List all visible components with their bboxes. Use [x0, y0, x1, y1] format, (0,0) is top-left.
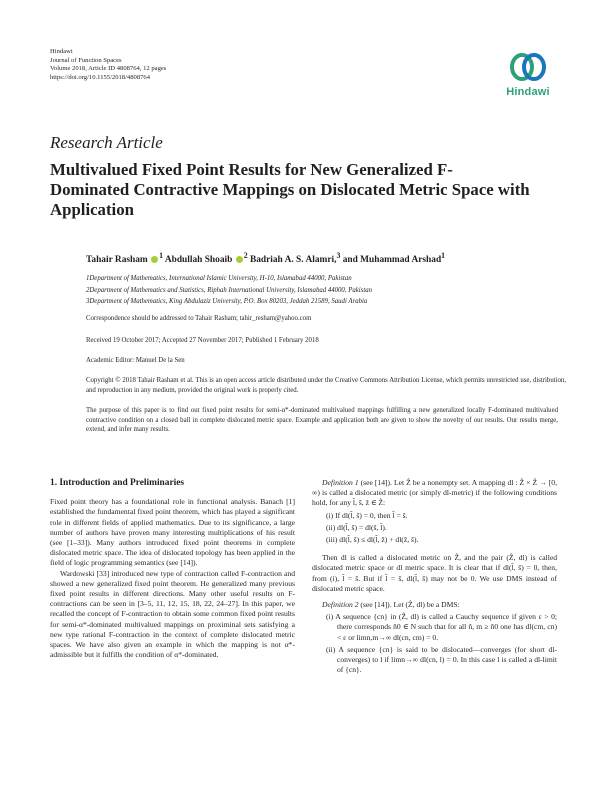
definition-1-item: (ii) dl(l̃, s̃) = dl(s̃, l̃).: [326, 522, 387, 532]
author-list: [86, 251, 445, 265]
academic-editor: Academic Editor: Manuel De la Sen: [86, 357, 185, 364]
definition-2-ref: (see [14]).: [360, 600, 392, 610]
definition-1-label: Definition 1: [322, 478, 359, 487]
author-3-sup: 3: [336, 251, 341, 260]
definition-2-label: Definition 2: [322, 600, 359, 610]
definition-1-ref: (see [14]).: [360, 478, 392, 487]
paper-title: Multivalued Fixed Point Results for New Generalized F-Dominated Contractive Mappings on Dislocated Metric Space with Application: [50, 160, 530, 219]
logo-text: Hindawi: [506, 86, 550, 98]
intro-paragraph-2: Wardowski [33] introduced new type of contraction called F-contraction and showed a new generalized fixed point theorem. He generalized many previous fixed point results in different directions. Many other useful results on F-contractions can be seen in [3–5, 11, 12, 15, 18, 22, 24–27]. In this paper, we recalled the concept of F-contraction to obtain some common fixed point results for semi-α*-dominated multivalued mappings on proximinal sets satisfying a new type rational F-contraction in the context of complete dislocated metric spaces. We have also given an example in which the mapping is not α*-admissible but it fulfills the condition of α*-dominated.: [50, 568, 295, 660]
right-column: [312, 478, 557, 677]
article-type: Research Article: [50, 133, 163, 152]
orcid-icon[interactable]: [236, 256, 243, 263]
definition-1: [312, 478, 557, 509]
definition-2: [312, 600, 557, 610]
definition-2-text: Let (Ẑ, dl) be a DMS:: [393, 600, 460, 610]
affiliation-1: 1Department of Mathematics, International Islamic University, H-10, Islamabad 44000, Pakistan: [86, 275, 352, 282]
definition-1-item: (i) If dl(l̃, s̃) = 0, then l̃ = s̃.: [326, 510, 408, 520]
author-3[interactable]: Badriah A. S. Alamri,: [249, 255, 337, 266]
definition-2-item: (ii) A sequence {cn} is said to be dislocated—converges (for short dl-converges) to l if limn→∞ dl(cn, l) = 0. In this case l is called a dl-limit of {cn}.: [326, 644, 557, 675]
definition-1-item: (iii) dl(l̃, s̃) ≤ dl(l̃, z̃) + dl(z̃, s̃).: [326, 535, 419, 545]
definition-1-followup: Then dl is called a dislocated metric on Ẑ, and the pair (Ẑ, dl) is called dislocated metric space or dl metric space. It is clear that if dl(l̃, s̃) = 0, then, from (i), l̃ = s̃. But if l̃ = s̃, dl(l̃, s̃) may not be 0. We use DMS instead of dislocated metric space.: [312, 553, 557, 593]
publication-dates: Received 19 October 2017; Accepted 27 November 2017; Published 1 February 2018: [86, 337, 319, 344]
publisher-name: Hindawi: [50, 48, 73, 55]
intro-paragraph-1: Fixed point theory has a foundational role in functional analysis. Banach [1] established the fundamental fixed point theorem, which has played a significant role in different fields of applied mathematics. Due to its significance, a large number of authors have proven many interesting multiplications of his result (see [1–33]). Many authors introduced fixed point theorems in complete dislocated metric space. The idea of dislocated topology has been applied in the field of logic programming semantics (see [14]).: [50, 497, 295, 568]
abstract: The purpose of this paper is to find out fixed point results for semi-α*-dominated multivalued mappings fulfilling a new generalized locally F-dominated multivalued contractive condition on a closed ball in complete dislocated metric space. Example and application both are given to show the novelty of our results. Our results merge, extend, and infer many results.: [86, 407, 558, 434]
correspondence: Correspondence should be addressed to Tahair Rasham; tahir_resham@yahoo.com: [86, 315, 312, 322]
author-2-sup: 2: [243, 251, 248, 260]
copyright-notice: Copyright © 2018 Tahair Rasham et al. This is an open access article distributed under the Creative Commons Attribution License, which permits unrestricted use, distribution, and reproduction in any medium, provided the original work is properly cited.: [86, 377, 566, 394]
author-2[interactable]: Abdullah Shoaib: [164, 255, 233, 266]
definition-2-item: (i) A sequence {cn} in (Ẑ, dl) is called a Cauchy sequence if given ε > 0; there corresponds n̂0 ∈ N such that for all n̂, m ≥ n̂0 one has dl(cm, cn) < ε or limn,m→∞ dl(cn, cm) = 0.: [326, 612, 557, 642]
author-1[interactable]: Tahair Rasham: [86, 255, 148, 266]
orcid-icon[interactable]: [151, 256, 158, 263]
hindawi-logo: [500, 48, 556, 110]
author-4[interactable]: and Muhammad Arshad: [342, 255, 442, 266]
journal-name: Journal of Function Spaces: [50, 56, 122, 64]
journal-header: [50, 48, 166, 82]
author-1-sup: 1: [159, 251, 164, 260]
affiliation-2: 2Department of Mathematics and Statistics, Riphah International University, Islamabad 44000, Pakistan: [86, 286, 373, 294]
left-column: [50, 478, 295, 660]
affiliation-3: 3Department of Mathematics, King Abdulaziz University, P.O. Box 80203, Jeddah 21589, Saudi Arabia: [86, 298, 368, 305]
author-4-sup: 1: [441, 251, 446, 260]
volume-info: Volume 2018, Article ID 4808764, 12 pages: [50, 65, 167, 73]
doi-link[interactable]: https://doi.org/10.1155/2018/4808764: [50, 73, 151, 81]
section-heading: 1. Introduction and Preliminaries: [50, 478, 185, 488]
affiliations: [86, 273, 566, 308]
hindawi-logo-icon: [508, 48, 548, 86]
definition-1-text: Let Ẑ be a nonempty set. A mapping dl : Ẑ × Ẑ → [0, ∞) is called a dislocated metric (or simply dl-metric) if the following conditions hold, for any l̃, s̃, z̃ ∈ Ẑ:: [312, 478, 557, 508]
